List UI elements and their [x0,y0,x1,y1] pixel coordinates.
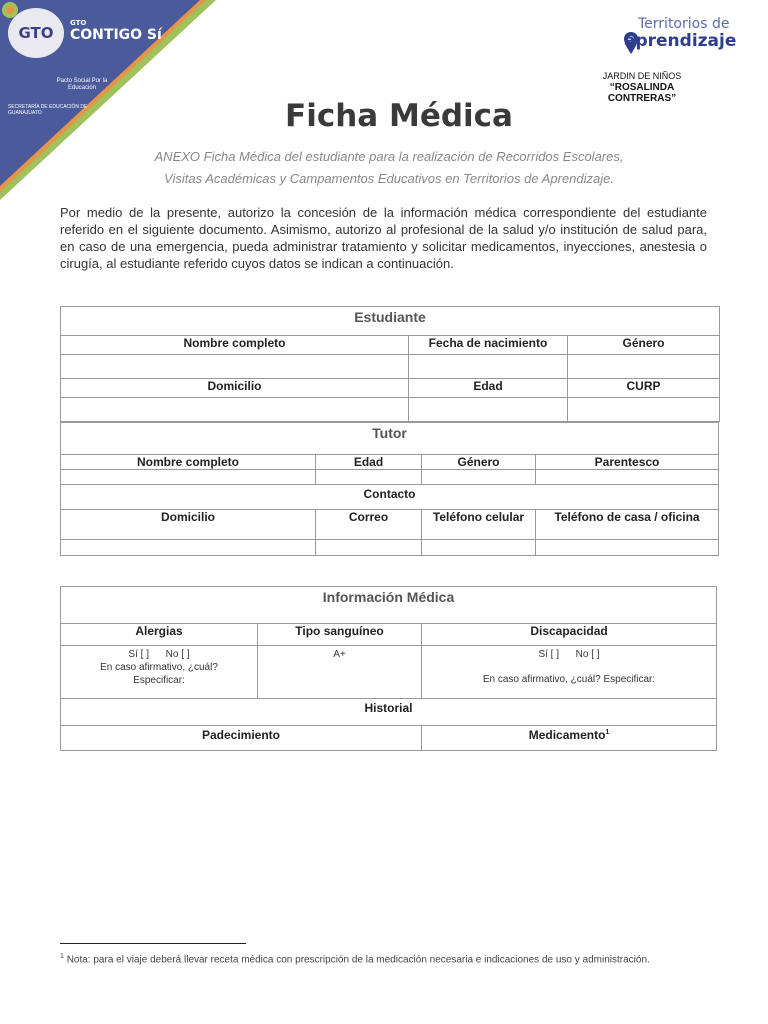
tutor-section-title: Tutor [61,423,719,455]
student-table [60,306,720,422]
footnote-text: Nota: para el viaje deberá llevar receta médica con prescripción de la medicación necesaria e indicaciones de uso y administración. [66,954,650,966]
medical-section-title: Información Médica [61,587,717,624]
student-name-header: Nombre completo [61,336,409,355]
annex-line-2: Visitas Académicas y Campamentos Educativos en Territorios de Aprendizaje. [164,171,614,186]
tutor-age-header: Edad [316,455,422,470]
student-age-header: Edad [409,379,568,398]
history-title: Historial [61,699,717,726]
allergies-yes-no[interactable]: Sí [ ] No [ ] [128,649,190,660]
school-type: JARDIN DE NIÑOS [602,71,682,81]
disability-yes-no[interactable]: Sí [ ] No [ ] [538,649,600,660]
territorios-bottom-text: aprendizaje [624,31,737,51]
allergies-question: En caso afirmativo, ¿cuál? [100,662,218,673]
tutor-name-field[interactable] [61,470,316,485]
tutor-mobile-field[interactable] [422,540,536,556]
territorios-logo [622,14,742,60]
student-section-title: Estudiante [61,307,720,336]
tutor-table [60,422,719,556]
tutor-address-header: Domicilio [61,510,316,540]
tutor-email-field[interactable] [316,540,422,556]
intro-paragraph: Por medio de la presente, autorizo la concesión de la información médica correspondiente del estudiante referido en el siguiente documento. Asimismo, autorizo al profesional de la salud y/o institución de salud para, en caso de una emergencia, pueda administrar tratamiento y solicitar medicamentos, inyecciones, anestesia o cirugía, al estudiante referido cuyos datos se indican a continuación. [60,205,707,271]
footnote-divider [60,943,246,944]
tutor-gender-header: Género [422,455,536,470]
student-address-field[interactable] [61,398,409,422]
page-title: Ficha Médica [285,98,513,134]
student-curp-field[interactable] [568,398,720,422]
annex-line-1: ANEXO Ficha Médica del estudiante para la realización de Recorridos Escolares, [154,149,624,164]
pacto-social-icon [0,0,20,20]
allergies-specify: Especificar: [133,675,185,686]
condition-header: Padecimiento [61,726,422,751]
student-name-field[interactable] [61,355,409,379]
tutor-relationship-header: Parentesco [536,455,719,470]
medication-label: Medicamento [528,728,606,742]
tutor-homephone-field[interactable] [536,540,719,556]
student-curp-header: CURP [568,379,720,398]
tutor-age-field[interactable] [316,470,422,485]
tutor-name-header: Nombre completo [61,455,316,470]
tutor-address-field[interactable] [61,540,316,556]
student-birthdate-header: Fecha de nacimiento [409,336,568,355]
secretaria-label: SECRETARÍA DE EDUCACIÓN DE GUANAJUATO [8,104,88,116]
student-age-field[interactable] [409,398,568,422]
school-name: “ROSALINDA CONTRERAS” [607,82,677,104]
tutor-mobile-header: Teléfono celular [422,510,536,540]
tutor-homephone-header: Teléfono de casa / oficina [536,510,719,540]
student-gender-field[interactable] [568,355,720,379]
medication-header [422,726,717,751]
allergies-header: Alergias [61,624,258,646]
territorios-top-text: Territorios de [638,16,730,32]
disability-header: Discapacidad [422,624,717,646]
contigo-si-logo: GTO CONTIGO Sí [70,19,162,43]
medical-table [60,586,717,751]
footnote-mark: 1 [60,953,64,960]
footnote [60,950,707,967]
tutor-contact-title: Contacto [61,485,719,510]
tutor-email-header: Correo [316,510,422,540]
disability-field[interactable] [422,646,717,699]
allergies-field[interactable] [61,646,258,699]
pacto-social-label: Pacto Social Por la Educación [56,78,108,91]
student-address-header: Domicilio [61,379,409,398]
tutor-relationship-field[interactable] [536,470,719,485]
medication-footnote-mark: 1 [605,729,610,736]
student-birthdate-field[interactable] [409,355,568,379]
annex-subtitle [100,146,678,190]
gto-logo: GTO [8,8,64,58]
blood-type-field[interactable]: A+ [258,646,422,699]
tutor-gender-field[interactable] [422,470,536,485]
blood-type-header: Tipo sanguíneo [258,624,422,646]
disability-question: En caso afirmativo, ¿cuál? Especificar: [482,674,656,685]
student-gender-header: Género [568,336,720,355]
